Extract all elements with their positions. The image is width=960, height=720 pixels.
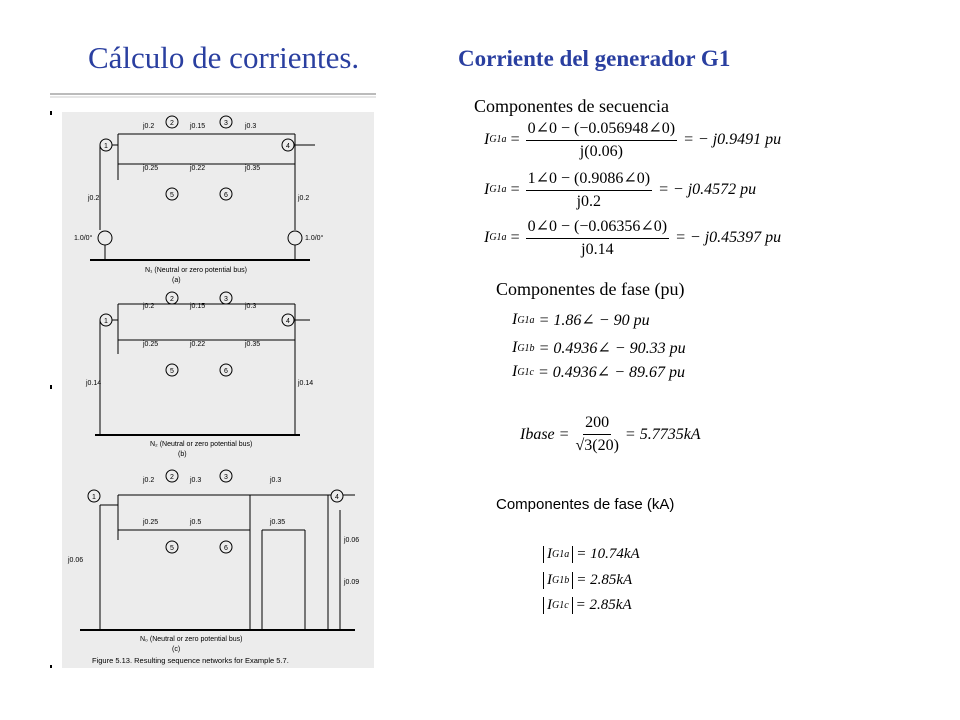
eq-seq-1-sub: G1a <box>489 134 507 145</box>
fig-a-bot-3: j0.35 <box>245 165 261 172</box>
fig-b-right-z: j0.14 <box>298 380 314 387</box>
fig-c-bus: N₀ (Neutral or zero potential bus) <box>140 636 243 643</box>
fig-a-node-6: 6 <box>224 192 228 199</box>
fig-b-left-z: j0.14 <box>86 380 102 387</box>
eq-seq-2-den: j0.2 <box>576 193 602 210</box>
fig-a-node-2: 2 <box>170 120 174 127</box>
eq-ibase-rhs: = 5.7735kA <box>624 425 701 443</box>
fig-b-bot-2: j0.22 <box>190 341 206 348</box>
eq-seq-2-lhs: I <box>484 180 490 198</box>
fig-b-node-2: 2 <box>170 296 174 303</box>
fig-a-bus: N₁ (Neutral or zero potential bus) <box>145 267 247 274</box>
fig-a-top-1: j0.2 <box>143 123 155 130</box>
page-title: Cálculo de corrientes. <box>88 40 360 75</box>
fig-c-node-2: 2 <box>170 474 174 481</box>
eq-seq-1-rhs: = − j0.9491 pu <box>683 130 782 148</box>
eq-seq-3-sub: G1a <box>489 232 507 243</box>
fig-a-node-4: 4 <box>286 143 290 150</box>
fig-a-label: (a) <box>172 277 181 284</box>
fig-caption: Figure 5.13. Resulting sequence networks for Example 5.7. <box>92 656 289 665</box>
fig-c-node-4: 4 <box>335 494 339 501</box>
fig-b-node-6: 6 <box>224 368 228 375</box>
fig-a-bot-1: j0.25 <box>143 165 159 172</box>
eq-pu-b: I G1b = 0.4936∠ − 90.33 pu <box>512 339 686 357</box>
fig-a-top-2: j0.15 <box>190 123 206 130</box>
fig-b-bus: N₂ (Neutral or zero potential bus) <box>150 441 253 448</box>
eq-seq-1: I G1a = $\frac{0\angle 0 - (-0.056948\angle 0)}{j(0.06)}$ = − j0.9491 pu <box>484 120 782 160</box>
eq-seq-2-num: 1∠0 − (0.9086∠0) <box>526 168 653 191</box>
fig-a-left-src: 1.0/0° <box>74 235 93 242</box>
fig-b-node-3: 3 <box>224 296 228 303</box>
fig-c-left-z: j0.06 <box>68 557 84 564</box>
eq-seq-2: I G1a = $\frac{1\angle 0 - (0.9086\angle 0)}{j0.2}$ = − j0.4572 pu <box>484 170 757 210</box>
page-subtitle: Corriente del generador G1 <box>458 46 731 71</box>
eq-seq-1-lhs: I <box>484 130 490 148</box>
eq-seq-2-sub: G1a <box>489 184 507 195</box>
section-phase-pu: Componentes de fase (pu) <box>496 279 685 299</box>
fig-c-top-2: j0.3 <box>190 477 202 484</box>
fig-c-right-z-1: j0.06 <box>344 537 360 544</box>
fig-a-bot-2: j0.22 <box>190 165 206 172</box>
fig-b-bot-1: j0.25 <box>143 341 159 348</box>
fig-a-left-z: j0.2 <box>88 195 100 202</box>
eq-seq-3-lhs: I <box>484 228 490 246</box>
eq-seq-3-den: j0.14 <box>581 241 614 258</box>
fig-c-bot-2: j0.5 <box>190 519 202 526</box>
section-sequence: Componentes de secuencia <box>474 96 669 116</box>
fig-b-top-1: j0.2 <box>143 303 155 310</box>
fig-a-right-src: 1.0/0° <box>305 235 324 242</box>
fig-c-node-1: 1 <box>92 494 96 501</box>
fig-c-node-6: 6 <box>224 545 228 552</box>
fig-c-node-5: 5 <box>170 545 174 552</box>
eq-seq-3-rhs: = − j0.45397 pu <box>675 228 782 246</box>
fig-b-top-3: j0.3 <box>245 303 257 310</box>
fig-c-label: (c) <box>172 646 181 653</box>
fig-b-node-4: 4 <box>286 318 290 325</box>
fig-a-node-5: 5 <box>170 192 174 199</box>
eq-ibase-num: 200 <box>583 414 611 435</box>
eq-ka-c: I G1c = 2.85kA <box>540 597 632 614</box>
fig-b-node-5: 5 <box>170 368 174 375</box>
fig-a-right-z: j0.2 <box>298 195 310 202</box>
fig-c-top-3: j0.3 <box>270 477 282 484</box>
fig-b-node-1: 1 <box>104 318 108 325</box>
eq-ibase-den: √3(20) <box>575 437 619 454</box>
fig-c-node-3: 3 <box>224 474 228 481</box>
fig-a-node-1: 1 <box>104 143 108 150</box>
section-phase-ka: Componentes de fase (kA) <box>496 496 675 513</box>
eq-ka-a: I G1a = 10.74kA <box>540 546 640 563</box>
figure-svg <box>50 90 376 668</box>
fig-c-bot-3: j0.35 <box>270 519 286 526</box>
fig-c-right-z-2: j0.09 <box>344 579 360 586</box>
eq-seq-3: I G1a = $\frac{0\angle 0 - (-0.06356\angle 0)}{j0.14}$ = − j0.45397 pu <box>484 218 782 258</box>
eq-seq-2-rhs: = − j0.4572 pu <box>658 180 757 198</box>
eq-seq-1-num: 0∠0 − (−0.056948∠0) <box>526 118 678 141</box>
eq-seq-1-den: j(0.06) <box>579 143 623 160</box>
sequence-network-figure <box>50 90 376 668</box>
fig-a-node-3: 3 <box>224 120 228 127</box>
eq-seq-3-num: 0∠0 − (−0.06356∠0) <box>526 216 670 239</box>
fig-c-bot-1: j0.25 <box>143 519 159 526</box>
fig-b-label: (b) <box>178 451 187 458</box>
fig-c-top-1: j0.2 <box>143 477 155 484</box>
eq-ka-b: I G1b = 2.85kA <box>540 572 632 589</box>
eq-ibase-lhs: Ibase = <box>520 425 570 443</box>
eq-pu-c: I G1c = 0.4936∠ − 89.67 pu <box>512 363 685 381</box>
fig-b-top-2: j0.15 <box>190 303 206 310</box>
fig-a-top-3: j0.3 <box>245 123 257 130</box>
eq-ibase <box>520 414 701 455</box>
eq-pu-a: I G1a = 1.86∠ − 90 pu <box>512 311 650 329</box>
fig-b-bot-3: j0.35 <box>245 341 261 348</box>
